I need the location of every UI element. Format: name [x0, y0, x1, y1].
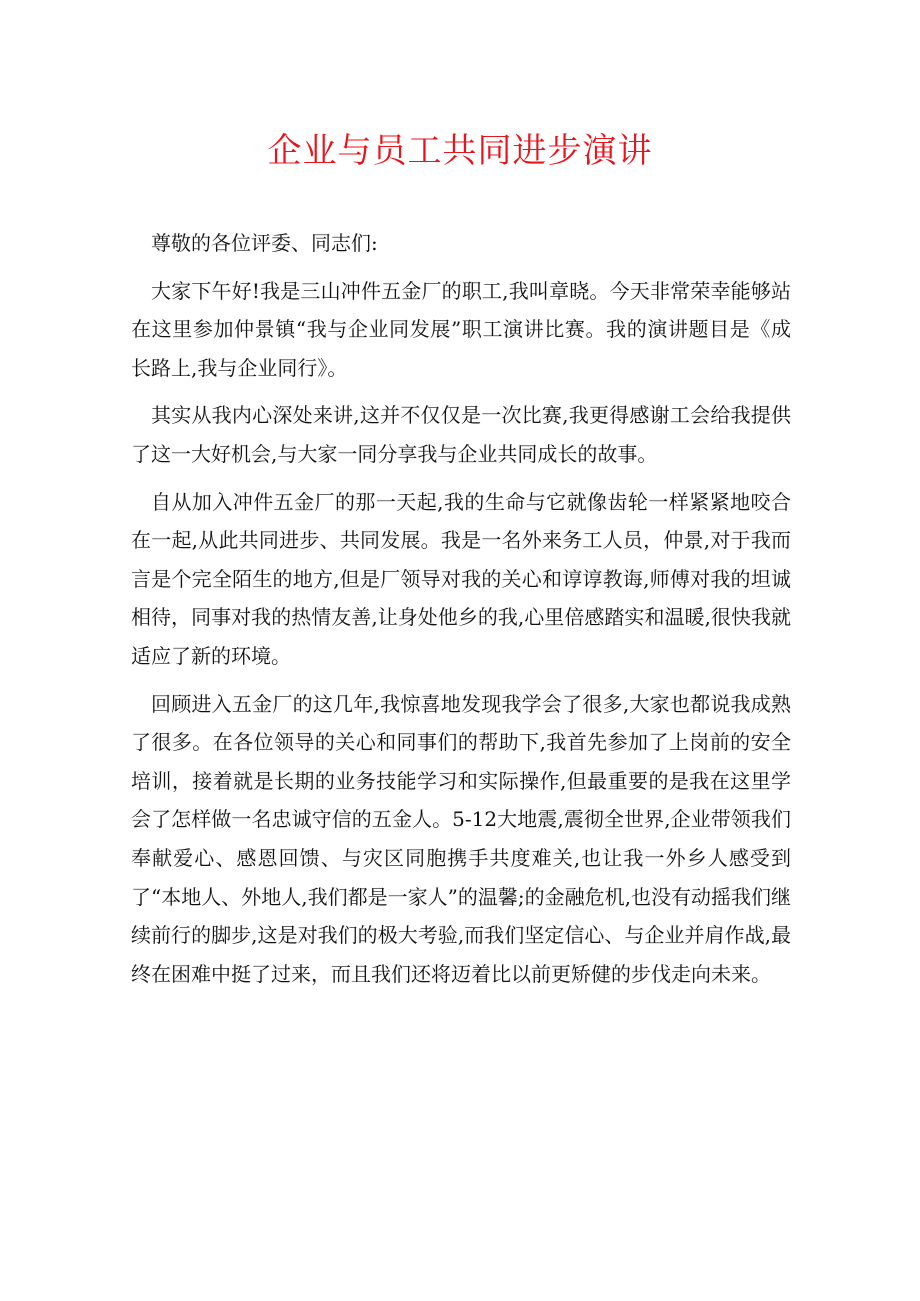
paragraph-joining: 自从加入冲件五金厂的那一天起,我的生命与它就像齿轮一样紧紧地咬合在一起,从此共同进步、共同发展。我是一名外来务工人员，仲景,对于我而言是个完全陌生的地方,但是厂领导对我的关心和谆谆教诲,师傅对我的坦诚相待，同事对我的热情友善,让身处他乡的我,心里倍感踏实和温暖,很快我就适应了新的环境。 [131, 489, 791, 668]
paragraph-review: 回顾进入五金厂的这几年,我惊喜地发现我学会了很多,大家也都说我成熟了很多。在各位领导的关心和同事们的帮助下,我首先参加了上岗前的安全培训，接着就是长期的业务技能学习和实际操作,但最重要的是我在这里学会了怎样做一名忠诚守信的五金人。5-12大地震,震彻全世界,企业带领我们奉献爱心、感恩回馈、与灾区同胞携手共度难关,也让我一外乡人感受到了“本地人、外地人,我们都是一家人”的温馨;的金融危机,也没有动摇我们继续前行的脚步,这是对我们的极大考验,而我们坚定信心、与企业并肩作战,最终在困难中挺了过来，而且我们还将迈着比以前更矫健的步伐走向未来。 [131, 691, 791, 986]
document-body [131, 224, 791, 1002]
paragraph-introduction: 大家下午好!我是三山冲件五金厂的职工,我叫章晓。今天非常荣幸能够站在这里参加仲景镇“我与企业同发展”职工演讲比赛。我的演讲题目是《成长路上,我与企业同行》。 [131, 278, 791, 380]
paragraph-salutation: 尊敬的各位评委、同志们: [151, 231, 378, 255]
paragraph-gratitude: 其实从我内心深处来讲,这并不仅仅是一次比赛,我更得感谢工会给我提供了这一大好机会,与大家一同分享我与企业共同成长的故事。 [131, 403, 791, 466]
document-title: 企业与员工共同进步演讲 [267, 131, 653, 171]
